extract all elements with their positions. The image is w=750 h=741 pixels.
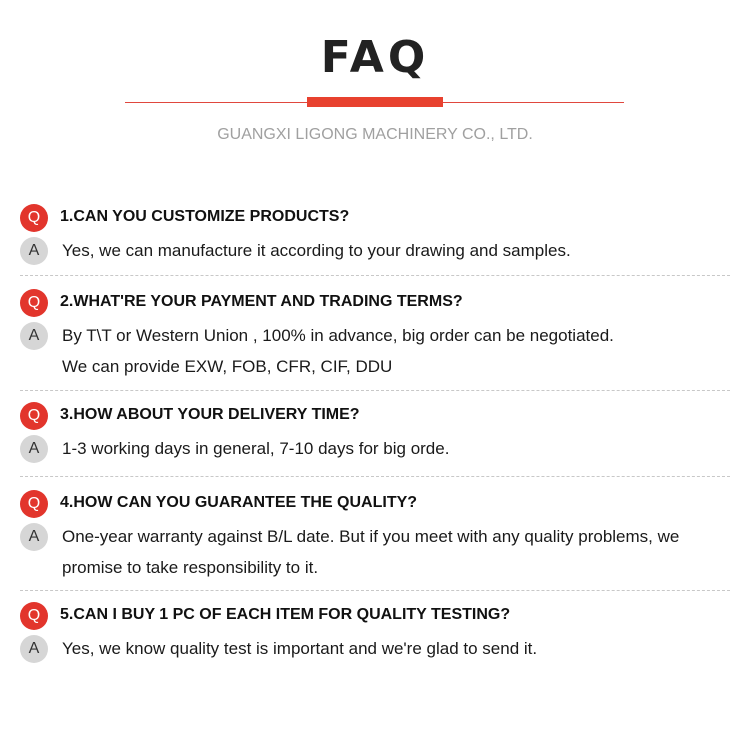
faq-question-4: 4.HOW CAN YOU GUARANTEE THE QUALITY? [60, 494, 418, 511]
page-title: FAQ [320, 32, 430, 83]
faq-answer-1: Yes, we can manufacture it according to your drawing and samples. [62, 241, 571, 260]
company-name: GUANGXI LIGONG MACHINERY CO., LTD. [217, 126, 533, 143]
answer-badge-icon: A [20, 635, 48, 663]
faq-answer-2-line-2: We can provide EXW, FOB, CFR, CIF, DDU [62, 357, 393, 376]
faq-question-2: 2.WHAT'RE YOUR PAYMENT AND TRADING TERMS? [60, 293, 463, 310]
faq-divider [20, 390, 730, 391]
question-badge-icon: Q [20, 490, 48, 518]
answer-badge-icon: A [20, 435, 48, 463]
faq-answer-5: Yes, we know quality test is important and we're glad to send it. [62, 639, 538, 658]
faq-question-1: 1.CAN YOU CUSTOMIZE PRODUCTS? [60, 208, 350, 225]
faq-answer-4: One-year warranty against B/L date. But if you meet with any quality problems, we promise to take responsibility to it. [62, 527, 680, 577]
faq-divider [20, 590, 730, 591]
question-badge-icon: Q [20, 602, 48, 630]
title-accent-bar [307, 97, 443, 107]
faq-question-5: 5.CAN I BUY 1 PC OF EACH ITEM FOR QUALITY TESTING? [60, 606, 511, 623]
faq-divider [20, 476, 730, 477]
question-badge-icon: Q [20, 402, 48, 430]
faq-answer-2-line-1: By T\T or Western Union , 100% in advance, big order can be negotiated. [62, 326, 614, 345]
question-badge-icon: Q [20, 289, 48, 317]
faq-divider [20, 275, 730, 276]
faq-answer-3: 1-3 working days in general, 7-10 days for big orde. [62, 439, 450, 458]
answer-badge-icon: A [20, 523, 48, 551]
answer-badge-icon: A [20, 322, 48, 350]
faq-question-3: 3.HOW ABOUT YOUR DELIVERY TIME? [60, 406, 360, 423]
question-badge-icon: Q [20, 204, 48, 232]
answer-badge-icon: A [20, 237, 48, 265]
